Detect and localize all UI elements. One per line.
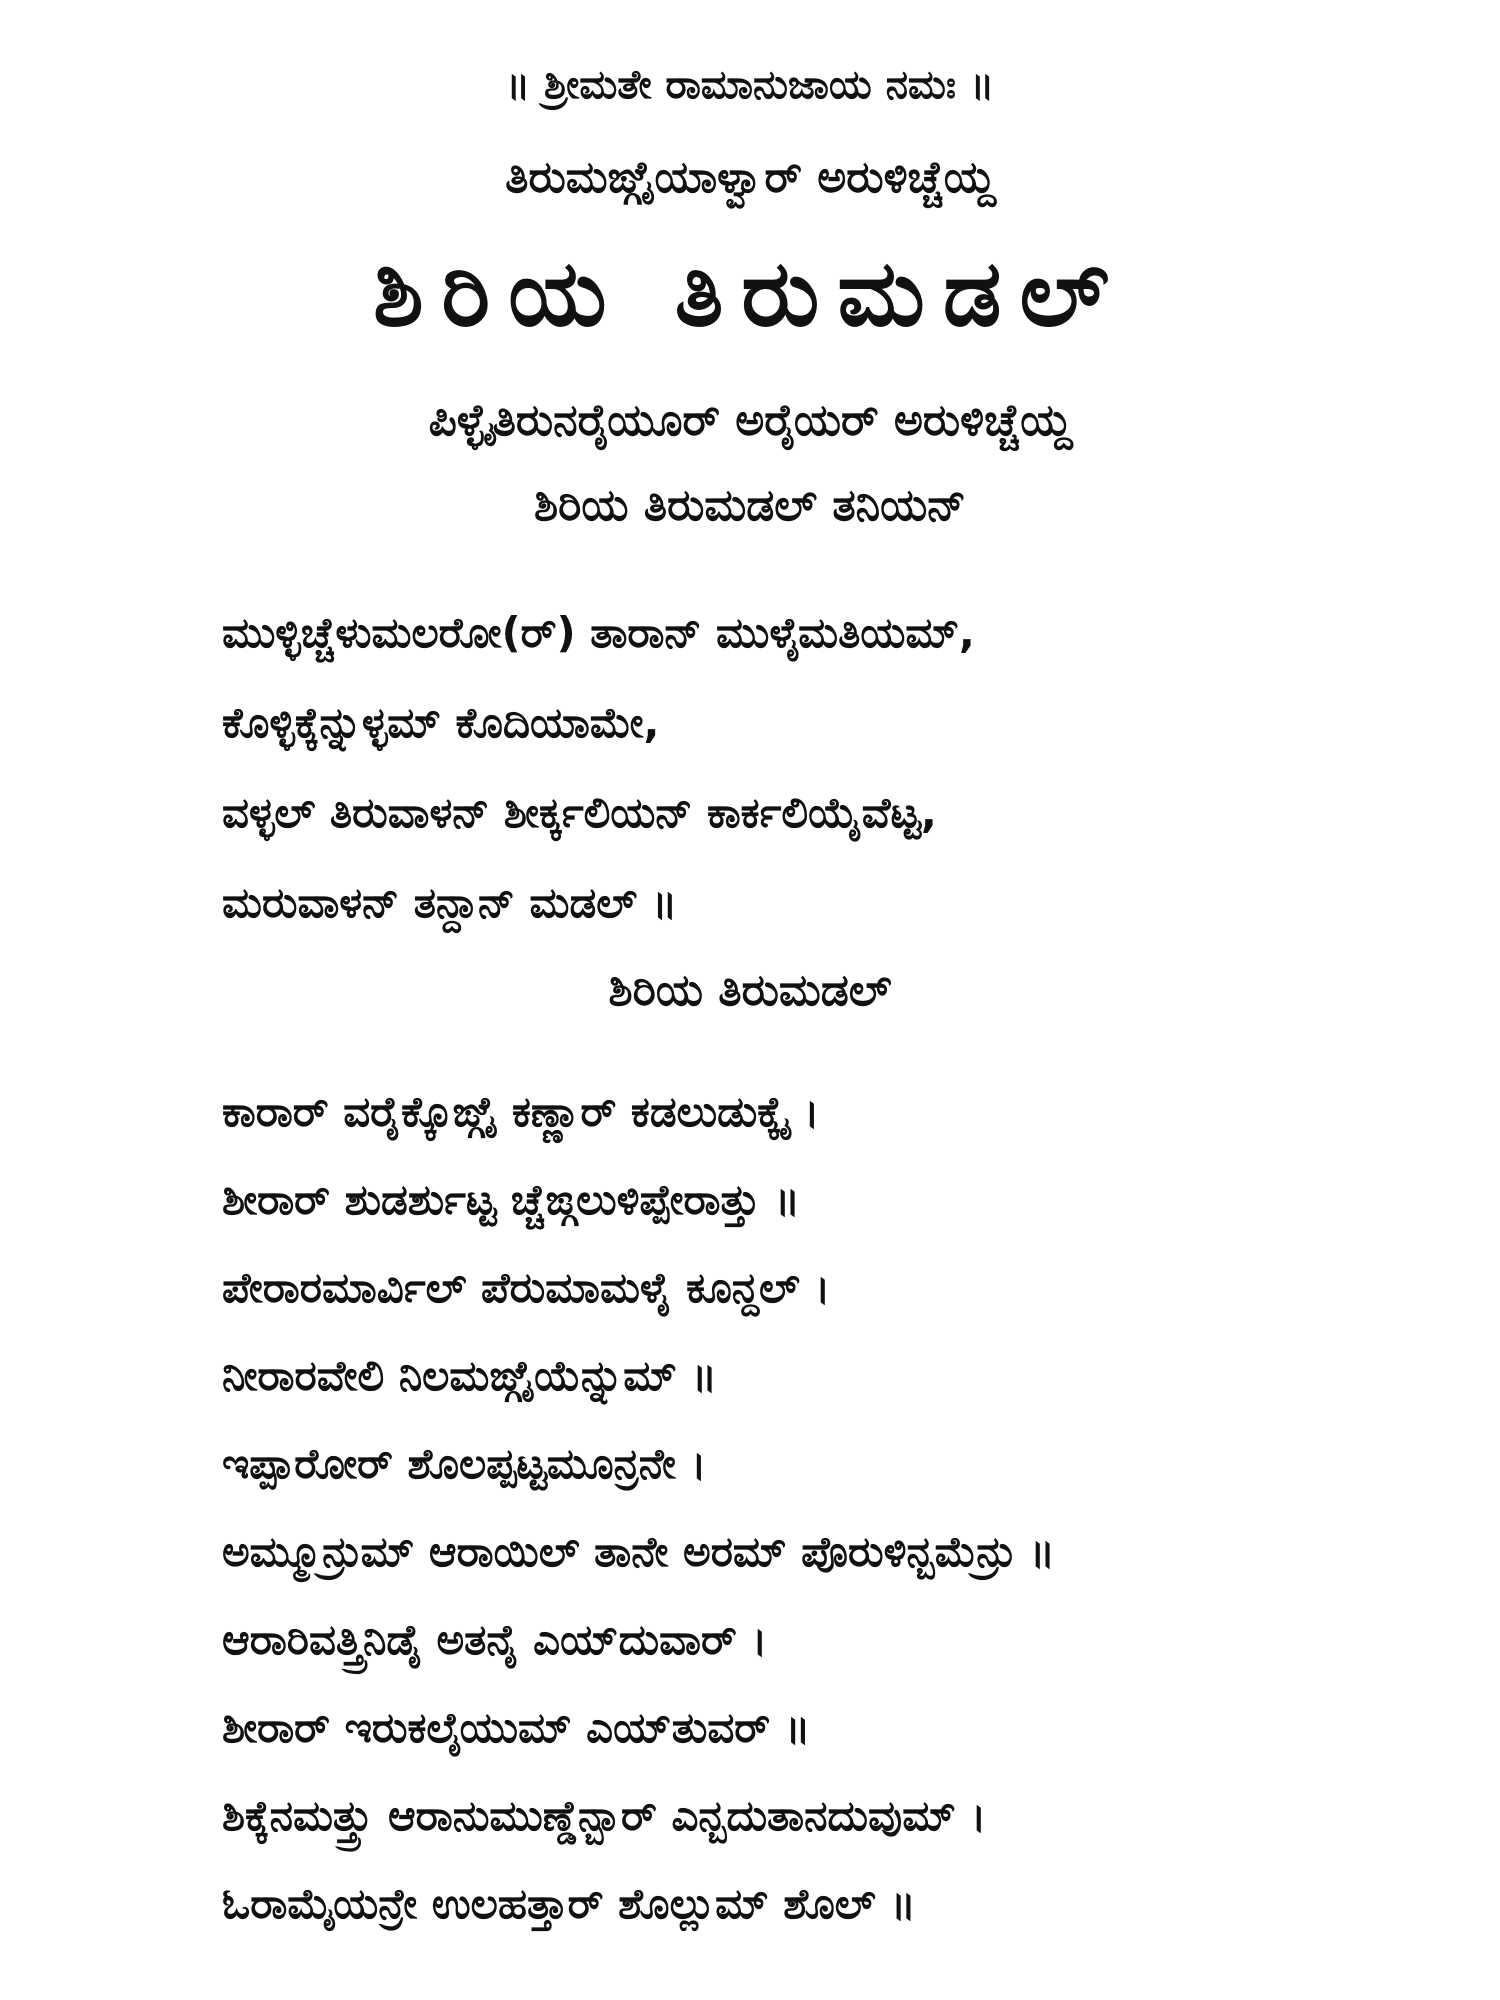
thaniyan-heading: ಶಿರಿಯ ತಿರುಮಡಲ್ ತನಿಯನ್ — [534, 480, 966, 531]
verse-line: ಶೀರಾರ್ ಶುಡರ್ಶುಟ್ಟ ಚ್ಚೆಙ್ಗಲುಳಿಪ್ಪೇರಾತ್ತು ॥ — [222, 1175, 800, 1224]
thaniyan-verse — [222, 588, 1472, 948]
thaniyan-author: ಪಿಳ್ಳೈತಿರುನರೈಯೂರ್ ಅರೈಯರ್ ಅರುಳಿಚ್ಚೆಯ್ದ — [428, 395, 1072, 446]
verse-line: ಕಾರಾರ್ ವರೈಕ್ಕೊಙ್ಗೈ ಕಣ್ಣಾರ್ ಕಡಲುಡುಕ್ಕೈ । — [222, 1087, 820, 1136]
verse-line: ಶೀರಾರ್ ಇರುಕಲೈಯುಮ್ ಎಯ್‌ತುವರ್ ॥ — [222, 1703, 811, 1752]
verse-line: ಓರಾಮೈಯನ್ರೇ ಉಲಹತ್ತಾರ್ ಶೊಲ್ಲುಮ್ ಶೊಲ್ ॥ — [222, 1879, 916, 1928]
main-verse — [222, 1068, 1472, 1948]
verse-line: ಅಮ್ಮೂನ್ರುಮ್ ಆರಾಯಿಲ್ ತಾನೇ ಅರಮ್ ಪೊರುಳಿನ್ಬಮೆನ್ರು ॥ — [222, 1527, 1056, 1576]
verse-line: ಮುಳ್ಳಿಚ್ಚೆಳುಮಲರೋ(ರ್) ತಾರಾನ್ ಮುಳೈಮತಿಯಮ್, — [222, 608, 975, 657]
verse-line: ಶಿಕ್ಕೆನಮತ್ತ್ರು ಆರಾನುಮುಣ್ಡೆನ್ಬಾರ್ ಎನ್ಬದುತಾನದುವುಮ್ । — [222, 1791, 987, 1840]
verse-line: ಆರಾರಿವತ್ತ್ರಿನಿಡೈ ಅತನೈ ಎಯ್‌ದುವಾರ್ । — [222, 1615, 768, 1664]
verse-line: ವಳ್ಳಲ್ ತಿರುವಾಳನ್ ಶೀರ್ಕ್ಕಲಿಯನ್ ಕಾರ್ಕಲಿಯೈವೆಟ್ಟ, — [222, 788, 937, 837]
verse-line: ಪೇರಾರಮಾರ್ವಿಲ್ ಪೆರುಮಾಮಳೈ ಕೂನ್ದಲ್ । — [222, 1263, 831, 1312]
page-title: ಶಿರಿಯ ತಿರುಮಡಲ್ — [373, 240, 1127, 347]
invocation-line: ॥ ಶ್ರೀಮತೇ ರಾಮಾನುಜಾಯ ನಮಃ ॥ — [505, 62, 995, 108]
verse-line: ಮರುವಾಳನ್ ತನ್ದಾನ್ ಮಡಲ್ ॥ — [222, 878, 678, 927]
composer-subtitle: ತಿರುಮಙ್ಗೈಯಾಳ್ವಾರ್ ಅರುಳಿಚ್ಚೆಯ್ದ — [505, 152, 995, 203]
section-heading: ಶಿರಿಯ ತಿರುಮಡಲ್ — [608, 965, 892, 1016]
verse-line: ಇಪ್ಪಾರೋರ್ ಶೊಲಪ್ಪಟ್ಟಮೂನ್ರನೇ । — [222, 1439, 707, 1488]
verse-line: ನೀರಾರವೇಲಿ ನಿಲಮಙ್ಗೈಯೆನ್ನುಮ್ ॥ — [222, 1351, 717, 1400]
verse-line: ಕೊಳ್ಳಿಕ್ಕೆನ್ನುಳ್ಳಮ್ ಕೊದಿಯಾಮೇ, — [222, 698, 660, 747]
